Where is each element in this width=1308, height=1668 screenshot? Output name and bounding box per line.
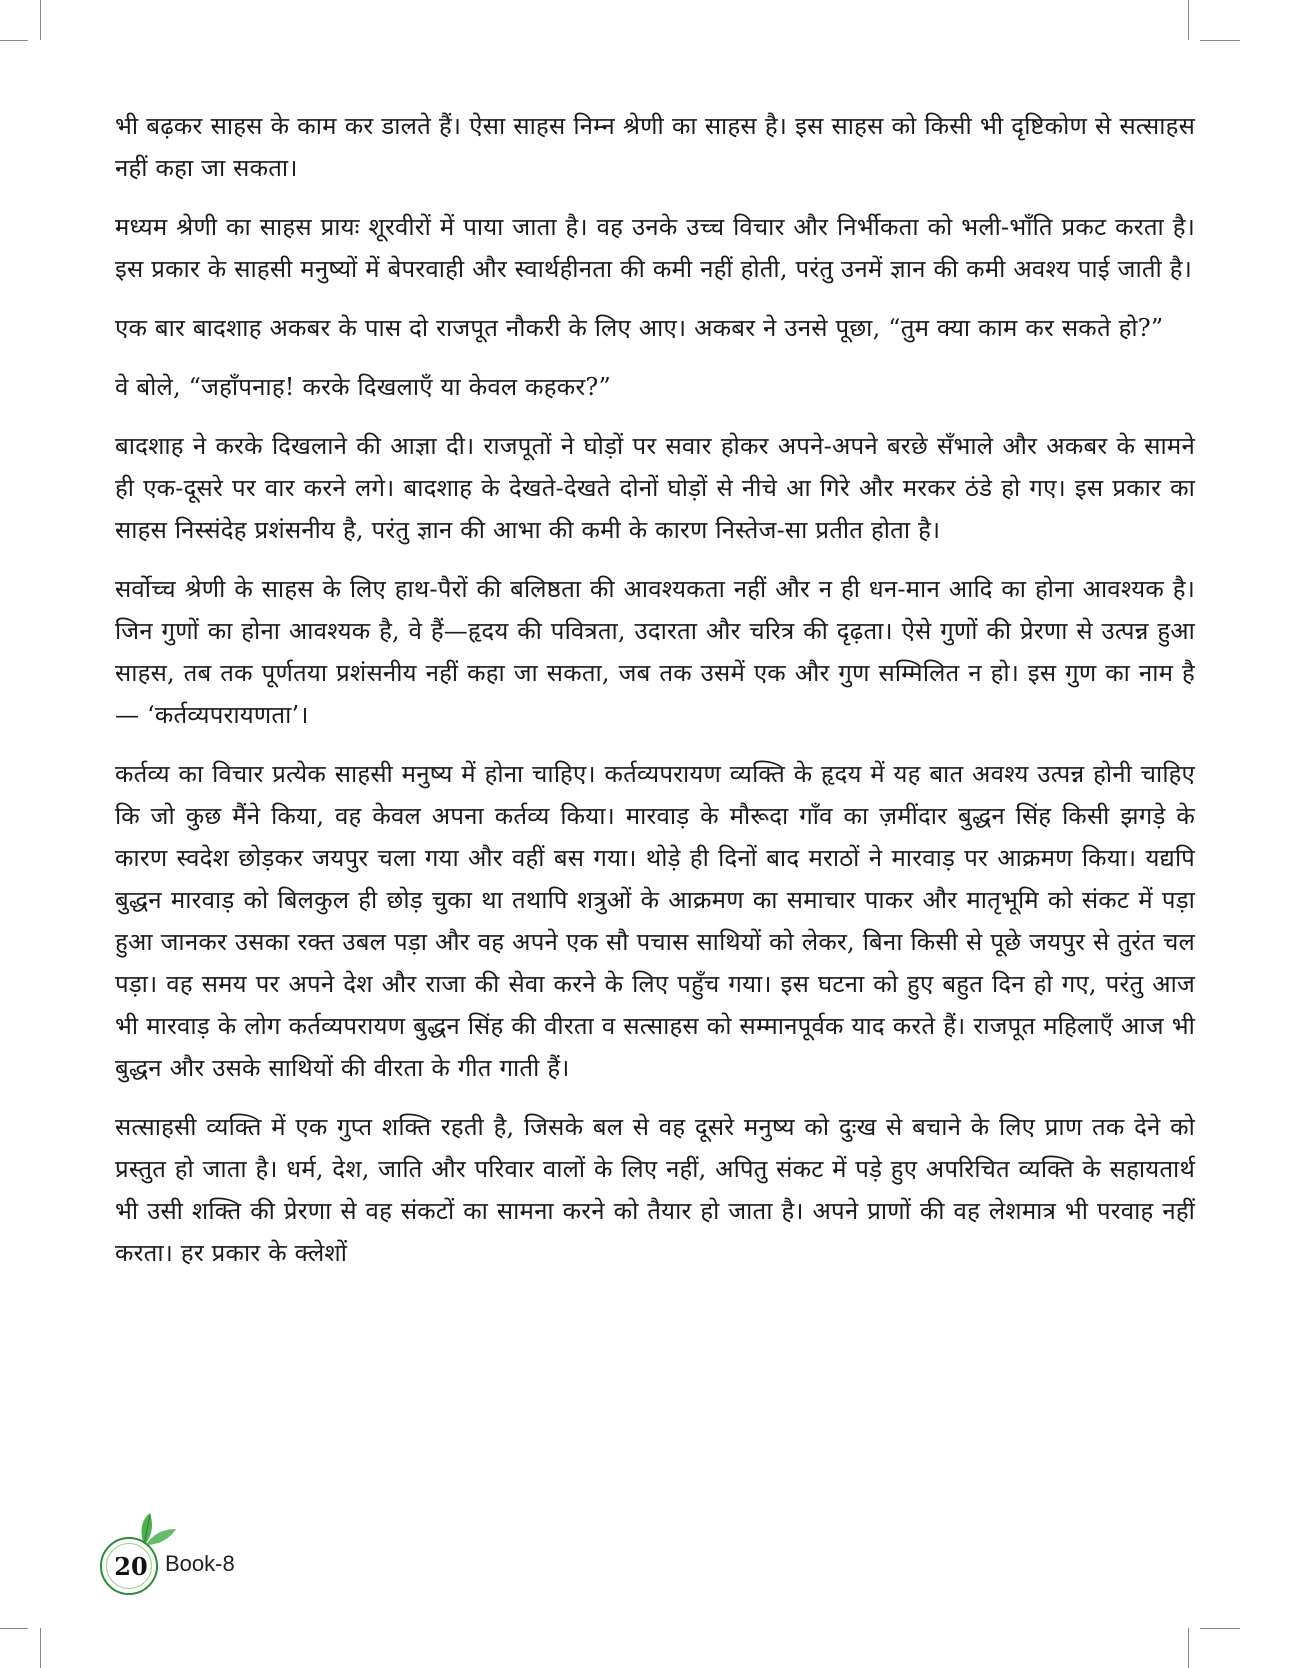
crop-mark-top-right [1188,0,1189,40]
page-body [115,105,1195,1291]
paragraph-4: वे बोले, “जहाँपनाह! करके दिखलाएँ या केवल कहकर?” [115,373,611,401]
crop-mark-top-right-h [1200,40,1240,41]
crop-mark-top-left [40,0,41,40]
paragraph-1: भी बढ़कर साहस के काम कर डालते हैं। ऐसा साहस निम्न श्रेणी का साहस है। इस साहस को किसी भी दृष्टिकोण से सत्साहस नहीं कहा जा सकता। [115,112,1195,182]
crop-mark-bottom-left [40,1628,41,1668]
page-number: 20 [114,1552,148,1581]
crop-mark-bottom-right [1188,1628,1189,1668]
page-footer [100,1515,360,1615]
paragraph-6: सर्वोच्च श्रेणी के साहस के लिए हाथ-पैरों की बलिष्ठता की आवश्यकता नहीं और न ही धन-मान आदि का होना आवश्यक है। जिन गुणों का होना आवश्यक है, वे हैं—हृदय की पवित्रता, उदारता और चरित्र की दृढ़ता। ऐसे गुणों की प्रेरणा से उत्पन्न हुआ साहस, तब तक पूर्णतया प्रशंसनीय नहीं कहा जा सकता, जब तक उसमें एक और गुण सम्मिलित न हो। इस गुण का नाम है— ‘कर्तव्यपरायणता’। [115,575,1195,729]
book-label: Book-8 [165,1551,235,1576]
paragraph-5: बादशाह ने करके दिखलाने की आज्ञा दी। राजपूतों ने घोड़ों पर सवार होकर अपने-अपने बरछे सँभाले और अकबर के सामने ही एक-दूसरे पर वार करने लगे। बादशाह के देखते-देखते दोनों घोड़ों से नीचे आ गिरे और मरकर ठंडे हो गए। इस प्रकार का साहस निस्संदेह प्रशंसनीय है, परंतु ज्ञान की आभा की कमी के कारण निस्तेज-सा प्रतीत होता है। [115,432,1195,544]
crop-mark-bottom-right-h [1200,1628,1240,1629]
page-number-badge [100,1537,158,1595]
paragraph-8: सत्साहसी व्यक्ति में एक गुप्त शक्ति रहती है, जिसके बल से वह दूसरे मनुष्य को दुःख से बचाने के लिए प्राण तक देने को प्रस्तुत हो जाता है। धर्म, देश, जाति और परिवार वालों के लिए नहीं, अपितु संकट में पड़े हुए अपरिचित व्यक्ति के सहायतार्थ भी उसी शक्ति की प्रेरणा से वह संकटों का सामना करने को तैयार हो जाता है। अपने प्राणों की वह लेशमात्र भी परवाह नहीं करता। हर प्रकार के क्लेशों [115,1113,1195,1267]
paragraph-3: एक बार बादशाह अकबर के पास दो राजपूत नौकरी के लिए आए। अकबर ने उनसे पूछा, “तुम क्या काम कर सकते हो?” [115,314,1164,342]
paragraph-2: मध्यम श्रेणी का साहस प्रायः शूरवीरों में पाया जाता है। वह उनके उच्च विचार और निर्भीकता को भली-भाँति प्रकट करता है। इस प्रकार के साहसी मनुष्यों में बेपरवाही और स्वार्थहीनता की कमी नहीं होती, परंतु उनमें ज्ञान की कमी अवश्य पाई जाती है। [115,213,1195,283]
crop-mark-bottom-left-h [0,1628,28,1629]
paragraph-7: कर्तव्य का विचार प्रत्येक साहसी मनुष्य में होना चाहिए। कर्तव्यपरायण व्यक्ति के हृदय में यह बात अवश्य उत्पन्न होनी चाहिए कि जो कुछ मैंने किया, वह केवल अपना कर्तव्य किया। मारवाड़ के मौरूदा गाँव का ज़मींदार बुद्धन सिंह किसी झगड़े के कारण स्वदेश छोड़कर जयपुर चला गया और वहीं बस गया। थोड़े ही दिनों बाद मराठों ने मारवाड़ पर आक्रमण किया। यद्यपि बुद्धन मारवाड़ को बिलकुल ही छोड़ चुका था तथापि शत्रुओं के आक्रमण का समाचार पाकर और मातृभूमि को संकट में पड़ा हुआ जानकर उसका रक्त उबल पड़ा और वह अपने एक सौ पचास साथियों को लेकर, बिना किसी से पूछे जयपुर से तुरंत चल पड़ा। वह समय पर अपने देश और राजा की सेवा करने के लिए पहुँच गया। इस घटना को हुए बहुत दिन हो गए, परंतु आज भी मारवाड़ के लोग कर्तव्यपरायण बुद्धन सिंह की वीरता व सत्साहस को सम्मानपूर्वक याद करते हैं। राजपूत महिलाएँ आज भी बुद्धन और उसके साथियों की वीरता के गीत गाती हैं। [115,760,1195,1082]
crop-mark-top-left-h [0,40,28,41]
